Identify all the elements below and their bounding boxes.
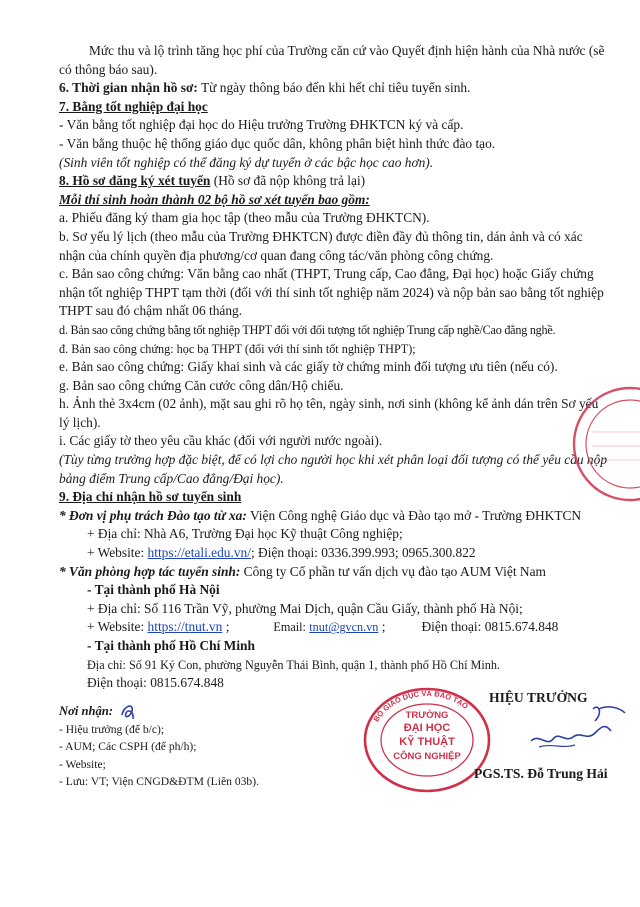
section-8-item-g: g. Bản sao công chứng Căn cước công dân/Hộ chiếu. <box>59 377 344 393</box>
section-8-item-c: c. Bản sao công chứng: Văn bằng cao nhất (THPT, Trung cấp, Cao đẳng, Đại học) hoặc Giấy chứng nhận tốt nghiệp THPT tạm thời (đối với thí sinh tốt nghiệp năm 2024) và nộp bản sao bằng tốt nghiệp THPT sau đó chậm nhất 06 tháng. <box>59 266 604 319</box>
section-8-subtitle: Mỗi thí sinh hoàn thành 02 bộ hồ sơ xét tuyển bao gồm: <box>59 191 370 207</box>
section-8-item-d: d. Bản sao công chứng bằng tốt nghiệp THPT đối với đối tượng tốt nghiệp Trung cấp nghề/Cao đẳng nghề. <box>59 322 556 337</box>
section-6-text: Từ ngày thông báo đến khi hết chỉ tiêu tuyển sinh. <box>201 80 471 96</box>
hanoi-website-link[interactable]: https://tnut.vn <box>147 619 223 635</box>
section-8-item-h: h. Ảnh thẻ 3x4cm (02 ảnh), mặt sau ghi rõ họ tên, ngày sinh, nơi sinh (không kể ảnh dán trên Sơ yếu lý lịch). <box>59 396 599 430</box>
stamp-line-3: KỸ THUẬT <box>399 736 455 748</box>
signatory-name: PGS.TS. Đỗ Trung Hải <box>474 766 608 781</box>
signature-block <box>349 689 619 799</box>
recipient-item: - Website; <box>59 757 106 771</box>
hanoi-contact <box>59 618 612 637</box>
section-8-item-a: a. Phiếu đăng ký tham gia học tập (theo mẫu của Trường ĐHKTCN). <box>59 210 430 226</box>
section-8-item-i: i. Các giấy tờ theo yêu cầu khác (đối với người nước ngoài). <box>59 433 383 449</box>
recipient-item: - Lưu: VT; Viện CNGD&ĐTM (Liên 03b). <box>59 775 259 788</box>
unit-website-link[interactable]: https://etali.edu.vn/ <box>147 545 251 561</box>
hanoi-email-link[interactable]: tnut@gvcn.vn <box>309 620 379 635</box>
section-7-line-2: - Văn bằng thuộc hệ thống giáo dục quốc dân, không phân biệt hình thức đào tạo. <box>59 135 496 151</box>
hanoi-email-sep: ; <box>381 619 386 635</box>
unit-website-label: + Website: <box>87 545 145 561</box>
section-8-item-b: b. Sơ yếu lý lịch (theo mẫu của Trường ĐHKTCN) được điền đầy đủ thông tin, dán ảnh và có xác nhận của chính quyền địa phương/cơ quan đang công tác/văn phòng công chứng. <box>59 228 583 263</box>
section-8-item-dd: đ. Bản sao công chứng: học bạ THPT (đối với thí sinh tốt nghiệp THPT); <box>59 341 416 356</box>
section-7-line-1: - Văn bằng tốt nghiệp đại học do Hiệu trưởng Trường ĐHKTCN ký và cấp. <box>59 117 464 133</box>
hanoi-website-sep: ; <box>225 619 230 635</box>
hcm-phone: Điện thoại: 0815.674.848 <box>87 675 224 691</box>
stamp-line-4: CÔNG NGHIỆP <box>393 751 461 762</box>
hcm-title: - Tại thành phố Hồ Chí Minh <box>87 638 255 653</box>
section-6-title: 6. Thời gian nhận hồ sơ: <box>59 80 198 96</box>
stamp-ring-path: BỘ GIÁO DỤC VÀ ĐÀO TẠO <box>371 688 470 724</box>
hcm-address: Địa chỉ: Số 91 Ký Con, phường Nguyễn Thái Bình, quận 1, thành phố Hồ Chí Minh. <box>87 657 500 672</box>
hanoi-phone: Điện thoại: 0815.674.848 <box>421 619 559 635</box>
recipient-item: - AUM; Các CSPH (để ph/h); <box>59 740 197 753</box>
recipient-item: - Hiệu trưởng (để b/c); <box>59 722 165 736</box>
section-8-heading <box>59 172 612 191</box>
recipients-heading <box>59 703 319 721</box>
section-9-unit <box>59 507 612 526</box>
section-9-partner <box>59 563 612 582</box>
signature-title: HIỆU TRƯỞNG <box>489 690 588 705</box>
unit-phone: ; Điện thoại: 0336.399.993; 0965.300.822 <box>250 545 476 561</box>
hanoi-title: - Tại thành phố Hà Nội <box>87 582 220 598</box>
hanoi-address: + Địa chỉ: Số 116 Trần Vỹ, phường Mai Dịch, quận Cầu Giấy, thành phố Hà Nội; <box>87 600 523 616</box>
section-8-item-e: e. Bản sao công chứng: Giấy khai sinh và các giấy tờ chứng minh đối tượng ưu tiên (nếu có). <box>59 359 558 375</box>
unit-name: Viện Công nghệ Giáo dục và Đào tạo mở - Trường ĐHKTCN <box>249 507 582 523</box>
partner-label: * Văn phòng hợp tác tuyển sinh: <box>59 563 241 579</box>
partner-name: Công ty Cổ phần tư vấn dịch vụ đào tạo AUM Việt Nam <box>243 563 546 579</box>
document-body <box>59 42 612 693</box>
unit-label: * Đơn vị phụ trách Đào tạo từ xa: <box>59 507 247 523</box>
section-8-title-note: (Hồ sơ đã nộp không trả lại) <box>213 173 366 189</box>
stamp-line-1: TRƯỜNG <box>405 710 449 721</box>
handwritten-signature <box>529 703 629 763</box>
hanoi-email-label: Email: <box>273 620 306 635</box>
hanoi-website-label: + Website: <box>87 619 145 635</box>
section-8-note: (Tùy từng trường hợp đặc biệt, để có lợi cho người học khi xét phân loại đối tượng có thể yêu cầu nộp bảng điểm Trung cấp/Cao đẳng/Đại học). <box>59 452 608 486</box>
section-7-title: 7. Bằng tốt nghiệp đại học <box>59 98 208 114</box>
section-9-title: 9. Địa chỉ nhận hồ sơ tuyển sinh <box>59 489 242 505</box>
handwritten-mark-icon <box>118 701 138 723</box>
recipients-block <box>59 703 319 791</box>
recipients-title: Nơi nhận: <box>59 704 114 718</box>
section-7-note: (Sinh viên tốt nghiệp có thể đăng ký dự tuyển ở các bậc học cao hơn). <box>59 154 434 170</box>
section-8-title: 8. Hồ sơ đăng ký xét tuyển <box>59 173 211 189</box>
partial-stamp-right <box>556 384 640 504</box>
unit-contact <box>59 544 612 563</box>
document-footer <box>59 688 612 813</box>
intro-paragraph: Mức thu và lộ trình tăng học phí của Trường căn cứ vào Quyết định hiện hành của Nhà nước (sẽ có thông báo sau). <box>59 43 605 77</box>
section-6 <box>59 79 612 98</box>
unit-address: + Địa chỉ: Nhà A6, Trường Đại học Kỹ thuật Công nghiệp; <box>87 526 403 542</box>
stamp-line-2: ĐẠI HỌC <box>403 722 451 734</box>
